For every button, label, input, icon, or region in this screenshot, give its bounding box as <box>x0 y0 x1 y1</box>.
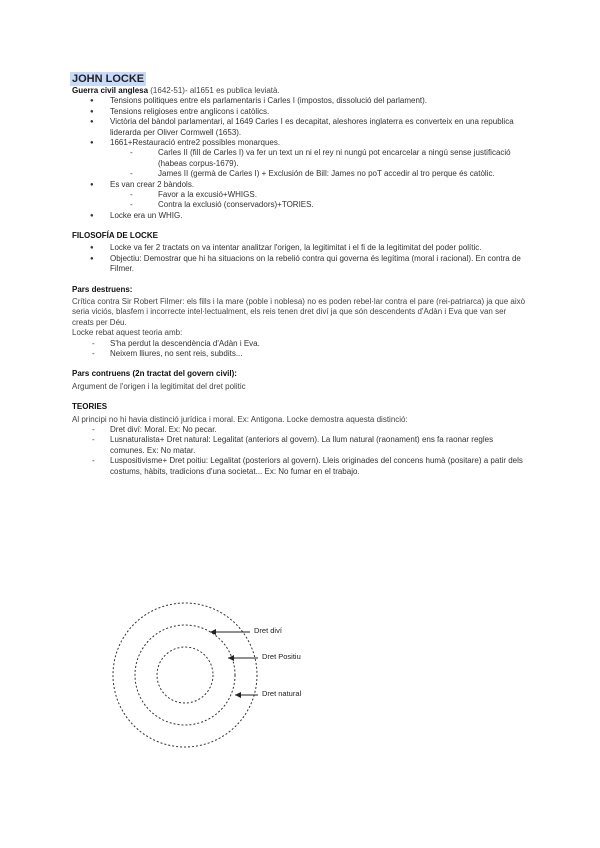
label-dret-divi: Dret diví <box>254 626 282 635</box>
list-item: ● Es van crear 2 bàndols. <box>72 180 528 190</box>
inner-circle <box>157 647 213 703</box>
list-item: ● Locke va fer 2 tractats on va intentar analitzar l'origen, la legitimitat i el fi de la legitimitat del poder polític. <box>72 243 528 253</box>
dash-list-item: - S'ha perdut la descendència d'Adàn i Eva. <box>72 339 528 349</box>
document-content <box>72 72 528 477</box>
diagram-svg <box>110 600 370 750</box>
list-item: ● Victòria del bàndol parlamentari, al 1649 Carles I es decapitat, aleshores inglaterra es converteix en una republica liderarda per Oliver Cormwell (1653). <box>72 117 528 138</box>
intro-rest: (1642-51)- al1651 es publica leviatà. <box>148 86 280 95</box>
label-dret-positiu: Dret Positiu <box>262 652 301 661</box>
label-dret-natural: Dret natural <box>262 689 302 698</box>
sub-list-item: - Contra la exclusió (conservadors)+TORIES. <box>72 200 528 210</box>
sub-list-item: - Favor a la excusió+WHIGS. <box>72 190 528 200</box>
dash-list-item: - Luspositivisme+ Dret poitiu: Legalitat (posteriors al govern). Lleis originades del concens humà (positare) a patir dels costums, hàbits, tradicions d'una societat... Ex: No fumar en el trabajo. <box>72 456 528 477</box>
list-item: ● Tensions religioses entre anglicons i catòlics. <box>72 107 528 117</box>
list-item: ● Locke era un WHIG. <box>72 211 528 221</box>
sub-list-item: - James II (germà de Carles I) + Exclusión de Bill: James no poT accedir al tro perque és catòlic. <box>72 169 528 179</box>
page-title: JOHN LOCKE <box>72 73 145 85</box>
section-heading-construens: Pars contruens (2n tractat del govern civil): <box>72 369 237 379</box>
destruens-text: Crítica contra Sir Robert Filmer: els fills i la mare (poble i noblesa) no es poden rebel·lar contra el pare (rei-patriarca) ja que això seria viciós, blasfem i incorrecte intel·lectualment, els reis tenen dret diví ja que són descendents d'Adàn i Eva que van ser creats per Déu. <box>72 297 526 327</box>
concentric-rights-diagram <box>110 600 370 750</box>
construens-text: Argument de l'origen i la legitimitat del dret politic <box>72 381 246 391</box>
list-item: ● Tensions politiques entre els parlamentaris i Carles I (impostos, dissolució del parlament). <box>72 96 528 106</box>
list-item: ● Objectiu: Demostrar que hi ha situacions on la rebelió contra qui governa és legítima (moral i racional). En contra de Filmer. <box>72 254 528 275</box>
dash-list-item: - Neixem lliures, no sent reis, subdits... <box>72 349 528 359</box>
section-heading-destruens: Pars destruens: <box>72 284 133 294</box>
filosofia-list <box>72 243 528 274</box>
teories-list <box>72 425 528 477</box>
intro-bold: Guerra civil anglesa <box>72 86 149 95</box>
destruens-text-2: Locke rebat aquest teoria amb: <box>72 328 183 338</box>
intro-list <box>72 96 528 221</box>
list-item: ● 1661+Restauració entre2 possibles monarques. <box>72 138 528 148</box>
dash-list-item: - Dret diví: Moral. Ex: No pecar. <box>72 425 528 435</box>
arrowhead-natural <box>235 692 241 698</box>
sub-list-item: - Carles II (fill de Carles I) va fer un text un ni el rey ni nungú pot encarcelar a ningú sense justificació (habeas corpus-1679). <box>72 148 528 169</box>
section-heading-teories: TEORIES <box>72 402 108 412</box>
section-heading-filosofia: FILOSOFÍA DE LOCKE <box>72 231 158 241</box>
intro-line <box>72 86 528 96</box>
destruens-list <box>72 339 528 360</box>
middle-circle <box>135 625 235 725</box>
teories-text: Al principi no hi havia distinció jurídica i moral. Ex: Antigona. Locke demostra aquesta distinció: <box>72 414 408 424</box>
dash-list-item: - Lusnaturalista+ Dret natural: Legalitat (anteriors al govern). La llum natural (raonament) ens fa raonar regles comunes. Ex: No matar. <box>72 435 528 456</box>
